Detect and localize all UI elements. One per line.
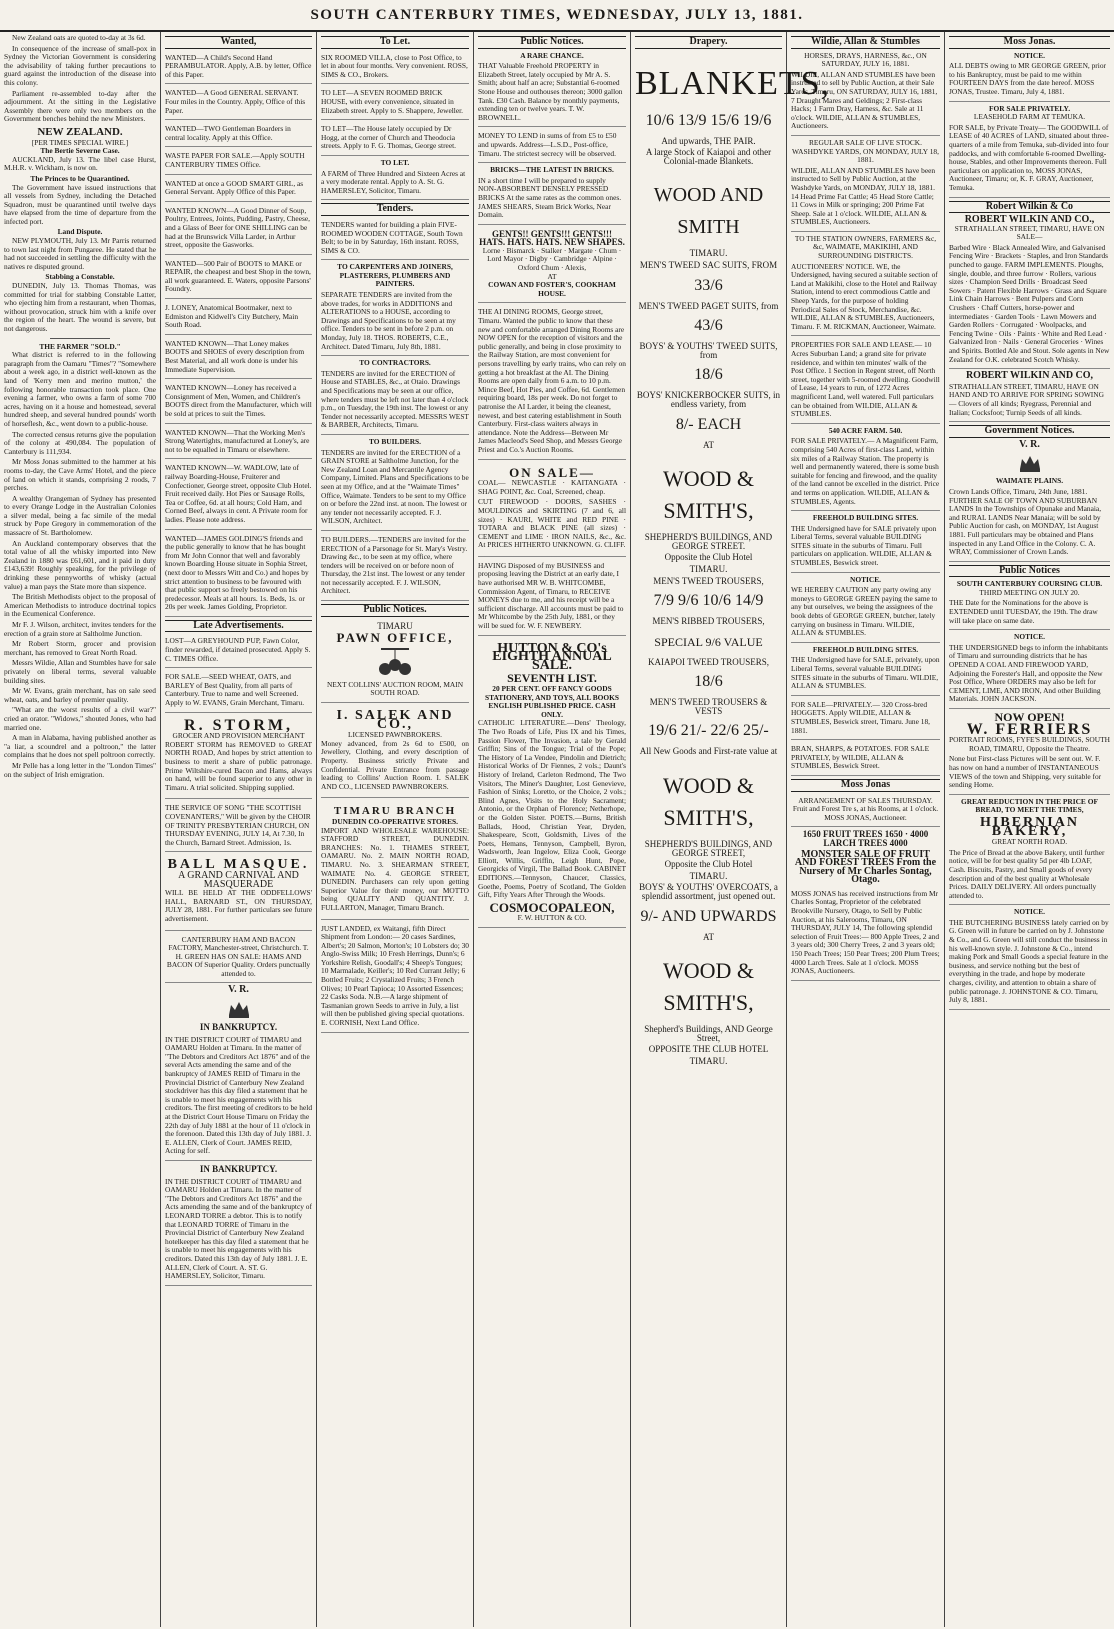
- notice-heading: TO LET.: [380, 157, 410, 167]
- notice-heading: SOUTH CANTERBURY COURSING CLUB.: [956, 579, 1103, 589]
- ad-subtitle: LICENSED PAWNBROKERS.: [348, 730, 442, 740]
- classified-ad: THE UNDERSIGNED begs to inform the inhabitants of Timaru and surrounding districts that he has OPENED A COAL AND FIREWOOD YARD, Adjoining the Forester's Hall, and opposite the New Post Office, Where ORDERS may also be left for CEMENT, LIME, AND IRON, And other Building Materials. JOHN JACKSON.: [949, 642, 1110, 709]
- store-name: WOOD AND SMITH: [653, 184, 764, 239]
- classified-ad: CANTERBURY HAM AND BACON FACTORY, Manchester-street, Christchurch. T. H. GREEN HAS ON SALE: HAMS AND BACON Of Superior Quality. Orders punctually attended to.: [165, 934, 312, 984]
- section-header: To Let.: [321, 36, 469, 49]
- store-name: WOOD & SMITH'S,: [662, 773, 755, 831]
- ad-line: And upwards, THE PAIR.: [661, 135, 756, 146]
- notice-subheading: STRATHALLAN STREET, TIMARU, HAVE ON SALE—: [954, 223, 1105, 242]
- notice-heading: GREAT REDUCTION IN THE PRICE OF BREAD, TO MEET THE TIMES,: [961, 796, 1098, 815]
- ad-line: Opposite the Club Hotel: [664, 552, 753, 563]
- notice-heading: TO CARPENTERS AND JOINERS, PLASTERERS, PLUMBERS AND PAINTERS.: [337, 262, 453, 289]
- classified-ad: WANTED at once a GOOD SMART GIRL, as General Servant. Apply Office of this Paper.: [165, 178, 312, 202]
- column-drapery: [631, 32, 831, 1627]
- ad-title: ON SALE—: [509, 464, 595, 480]
- news-paragraph: The corrected census returns give the population of the colony at 490,084. The population of Canterbury is 111,934.: [4, 429, 156, 456]
- notice-heading: FREEHOLD BUILDING SITES.: [812, 644, 919, 654]
- notice-heading: IN BANKRUPTCY.: [199, 1163, 278, 1174]
- ad-address: NEXT COLLINS' AUCTION ROOM, MAIN SOUTH ROAD.: [326, 679, 464, 698]
- news-paragraph: NEW PLYMOUTH, July 13. Mr Parris returned to town last night from Pungaree. He stated that he had not succeeded in settling the difficulty with the natives re disputed ground.: [4, 236, 156, 271]
- storm-ad: [165, 716, 312, 800]
- ad-shop: COSMOCOPALEON,: [489, 899, 615, 915]
- pawn-office-ad: [321, 620, 469, 703]
- column-public-notices: [474, 32, 631, 1627]
- classified-ad: THE SERVICE OF SONG "THE SCOTTISH COVENANTERS," Will be given by the CHOIR OF TRINITY PRESBYTERIAN CHURCH, ON THURSDAY EVENING, JULY 14, At 7.30, In the Church, Barnard Street. Admission, 1s.: [165, 802, 312, 852]
- ad-shop-sub: F. W. HUTTON & CO.: [517, 913, 587, 923]
- notice-heading: ROBERT WILKIN AND CO,: [965, 370, 1094, 382]
- classified-ad: WANTED KNOWN—That Loney makes BOOTS and SHOES of every description from Best Material, and all work done is under his Immediate Supervision.: [165, 338, 312, 379]
- news-paragraph: "What are the worst results of a civil war?" cried an orator. "Widows," shouted Jones, who had married one.: [4, 705, 156, 732]
- classified-ad: WANTED—A Child's Second Hand PERAMBULATOR. Apply, A.B. by letter, Office of this Paper.: [165, 52, 312, 85]
- notice-subheading: THIRD MEETING ON JULY 20.: [979, 587, 1080, 597]
- news-heading: Land Dispute.: [57, 227, 103, 237]
- classified-ad: PROPERTIES FOR SALE AND LEASE.— 10 Acres Suburban Land; a grand site for private residence, and within ten minutes' walk of the Post Office. 1 Section in Regent street, off North street, together with 5-roomed dwelling. Goodwill of Lease, 14 years to run, of 1272 Acres magnificent Land, well watered. Full particulars can be obtained from WILDIE, ALLAN & STUMBLES.: [791, 339, 940, 423]
- classified-ad: THE BUTCHERING BUSINESS lately carried on by G. Green will in future be carried on by J. Johnstone & Co., and G. Green will still conduct the business in his well-known style. J. Johnstone & Co., intend making Pork and Small Goods a special feature in the business, and service nothing but the best of everything in the trade, and hope by moderate charges, civility, and attention to obtain a share of public patronage. J. JOHNSTONE & CO. Timaru, July 8, 1881.: [949, 917, 1110, 1010]
- ad-line: All New Goods and First-rate value at: [639, 746, 778, 757]
- classified-ad: WANTED—A Good GENERAL SERVANT. Four miles in the Country. Apply, Office of this Paper.: [165, 87, 312, 120]
- classified-ad: J. LONEY, Anatomical Bootmaker, next to Edmiston and Kidwell's City Butchery, Main South Road.: [165, 302, 312, 335]
- divider: [50, 338, 111, 339]
- vr-mark: V. R.: [228, 984, 249, 996]
- price: 9/- AND UPWARDS: [640, 907, 777, 925]
- section-header: Moss Jonas.: [949, 36, 1110, 49]
- classified-ad: FOR SALE PRIVATELY.— A Magnificent Farm, comprising 540 Acres of first-class Land, within six miles of a Railway Station. The property is well and permanently watered, there is some bush suitable for fencing and firewood, and the quality of the land cannot be excelled in the district. Price and terms on application. WILDIE, ALLAN & STUMBLES, Agents.: [791, 435, 940, 511]
- notice-heading: NOTICE.: [1013, 907, 1045, 917]
- ad-line: MEN'S TWEED PAGET SUITS, from: [638, 300, 779, 311]
- ad-line: MEN'S TWEED TROUSERS & VESTS: [649, 697, 768, 716]
- notice-heading: REGULAR SALE OF LIVE STOCK. WASHDYKE YARDS, ON MONDAY, JULY 18, 1881.: [792, 137, 939, 165]
- news-paragraph: The British Methodists object to the proposal of American Methodists to introduce doctrinal topics in the Ecumenical Conference.: [4, 592, 156, 619]
- column-auctioneers: [787, 32, 945, 1627]
- coal-timber-ad: [478, 463, 626, 557]
- classified-ad: THE Undersigned have for SALE privately upon Liberal Terms, several valuable BUILDING SITES situate in the suburbs of Timaru. Full particulars on application. WILDIE, ALLAN & STUMBLES, Beswick street.: [791, 523, 940, 573]
- notice-heading: TO BUILDERS.: [368, 436, 422, 446]
- ad-title: NOW OPEN!: [994, 710, 1065, 724]
- store-name: WOOD & SMITH'S,: [662, 958, 755, 1016]
- section-header: Late Advertisements.: [165, 620, 312, 633]
- ad-line: SHEPHERD'S BUILDINGS, AND GEORGE STREET.: [644, 532, 773, 551]
- ad-body: Money advanced, from 2s 6d to £500, on Jewellery, Clothing, and every description of Property. Business strictly Private and Confidential. Private Entrance from passage leading to Collins' Auction Room. I. SALEK AND CO., LICENSED PAWNBROKERS.: [321, 738, 469, 791]
- section-header: Moss Jonas: [791, 779, 940, 792]
- news-paragraph: DUNEDIN, July 13. Thomas Thomas, was committed for trial for stabbing Constable Latter, who ejecting him from a restaurant, when Thomas, without provocation, struck him with a knife over the region of the heart. The wound is severe, but not dangerous.: [4, 281, 156, 333]
- tree-counts: 1650 FRUIT TREES 1650 · 4000 LARCH TREES 4000: [802, 829, 929, 848]
- price: 7/9 9/6 10/6 14/9: [653, 592, 764, 610]
- notice-heading: NOTICE.: [849, 574, 881, 584]
- classified-ad: MONEY TO LEND in sums of from £5 to £50 and upwards. Address—L.S.D., Post-office, Timaru. The strictest secrecy will be observed.: [478, 130, 626, 163]
- notice-heading: TO CONTRACTORS.: [359, 358, 431, 368]
- section-header: Wildie, Allan & Stumbles: [791, 36, 940, 49]
- masthead: SOUTH CANTERBURY TIMES, WEDNESDAY, JULY 13, 1881.: [0, 0, 1114, 32]
- classified-ad: WASTE PAPER FOR SALE.—Apply SOUTH CANTERBURY TIMES Office.: [165, 150, 312, 174]
- blankets-title: BLANKETS,: [635, 64, 831, 102]
- blanket-prices: 10/6 13/9 15/6 19/6: [645, 111, 772, 129]
- news-heading: The Princes to be Quarantined.: [30, 173, 130, 183]
- ad-line: SHEPHERD'S BUILDINGS, AND GEORGE STREET,: [644, 839, 773, 858]
- ad-kicker: TIMARU: [377, 620, 413, 631]
- store-town: TIMARU.: [689, 870, 728, 881]
- ad-title: HIBERNIAN BAKERY,: [980, 814, 1079, 839]
- price: 33/6: [694, 276, 723, 294]
- classified-ad: ALL DEBTS owing to MR GEORGE GREEN, prior to his Bankruptcy, must be paid to me within FOURTEEN DAYS from the date hereof. MOSS JONAS, Trustee. Timaru, July 4, 1881.: [949, 60, 1110, 101]
- notice-heading: WAIMATE PLAINS.: [995, 476, 1064, 486]
- classified-ad: WANTED—500 Pair of BOOTS to MAKE or REPAIR, the cheapest and best Shop in the town, all work guaranteed. E. Waters, opposite Parsons' Foundry.: [165, 258, 312, 299]
- price: 19/6 21/- 22/6 25/-: [648, 722, 769, 740]
- news-paragraph: Mr Moss Jonas submitted to the hammer at his rooms to-day, the Cave Arms' Hotel, and the piece of land on which it stands, comprising 2 roods, 7 perches.: [4, 457, 156, 493]
- news-paragraph: Mr Pelle has a long letter in the "London Times" on the subject of Irish emigration.: [4, 760, 156, 779]
- cooperative-stores-ad: [321, 801, 469, 919]
- store-town: TIMARU.: [689, 563, 728, 574]
- classified-ad: IN THE DISTRICT COURT of TIMARU and OAMARU Holden at Timaru. In the matter of "The Debtors and Creditors Act 1876" and of the several Acts amending the same and of the bankruptcy of JAMES REID of Timaru in the Provincial District of Canterbury New Zealand stockdriver has this day filed a statement that he is unable to meet his engagements with his creditors. The first meeting of creditors to be held at the District Court House Timaru on Friday the 22th day of July 1881 at the hour of 11 o'clock in the forenoon. Dated this 13th day of July 1881. J. E. ALLEN, Clerk of Court. JAMES REID, Acting for self.: [165, 1034, 312, 1161]
- notice-heading: NOTICE.: [1013, 50, 1045, 60]
- notice-heading: A RARE CHANCE.: [520, 50, 584, 60]
- ad-line: A large Stock of Kaiapoi and other Colonial-made Blankets.: [645, 147, 772, 166]
- notice-heading: NOTICE.: [1013, 632, 1045, 642]
- ad-line: MEN'S TWEED SAC SUITS, FROM: [639, 259, 778, 270]
- column-moss-jonas-government: [945, 32, 1114, 1627]
- classified-ad: WANTED KNOWN—W. WADLOW, late of railway Boarding-House, Fruiterer and Confectioner, George street, opposite Club Hotel. Fruit received daily. Hot Pies or Sausage Rolls, Tea or Coffee, 6d. at all hours; Cold Ham, and Corned Beef, always in cent. A Private room for ladies. Please note address.: [165, 462, 312, 529]
- news-paragraph: A man in Alabama, having published another as "a liar, a scoundrel and a poltroon," the latter complains that he does not spell poltroon correctly.: [4, 733, 156, 760]
- ad-line: OPPOSITE THE CLUB HOTEL: [648, 1044, 769, 1055]
- news-paragraph: An Auckland contemporary observes that the total value of all the whisky imported into New Zealand in 1880 was £61,601, and it paid in duty £143,639! Roughly speaking, for the privilege of drinking these pennyworths of whisky (actual value) a man pays the State more than sixpence.: [4, 538, 156, 591]
- classified-ad: The Price of Bread at the above Bakery, until further notice, will be for best quality 5d per 4lb LOAF, Cash. Biscuits, Pastry, and Small goods of every description and of the best quality at Wholesale Prices. DAILY DELIVERY. All orders punctually attended to.: [949, 847, 1110, 906]
- ad-subtitle: DUNEDIN CO-OPERATIVE STORES.: [331, 816, 458, 826]
- store-town: TIMARU.: [689, 248, 728, 259]
- classified-ad: LOST—A GREYHOUND PUP, Fawn Color, finder rewarded, if detained prosecuted. Apply S. C. TIMES Office.: [165, 635, 312, 668]
- ad-subtitle: A GRAND CARNIVAL AND MASQUERADE: [178, 869, 299, 890]
- classified-ad: SEPARATE TENDERS are invited from the above trades, for works in ADDITIONS and ALTERATIONS to a HOUSE, according to Drawings and Specifications to be seen at my office. Tenders to be sent in before 2 p.m. on Monday, July 18. THOS. ROBERTS, C.E., Architect. Dated Timaru, July 8th, 1881.: [321, 289, 469, 356]
- notice-heading: HORSES, DRAYS, HARNESS, &c., ON SATURDAY, JULY 16, 1881.: [804, 50, 927, 69]
- ad-line: Shepherd's Buildings, AND George Street,: [644, 1024, 773, 1043]
- classified-ad: WANTED KNOWN—A Good Dinner of Soup, Poultry, Entrees, Joints, Pudding, Pastry, Cheese, and a Glass of Beer for ONE SHILLING can be had at the Brunswick Villa Larder, in Arthur street, opposite the Gasworks.: [165, 205, 312, 255]
- ad-discount: 20 PER CENT. OFF FANCY GOODS STATIONERY, AND TOYS, ALL BOOKS ENGLISH PUBLISHED PRICE. CASH ONLY.: [484, 684, 620, 719]
- section-heading: NEW ZEALAND.: [37, 125, 123, 138]
- classified-ad: WANTED KNOWN—That the Working Men's Strong Watertights, manufactured at Loney's, are not to be equalled in Timaru or elsewhere.: [165, 427, 312, 460]
- hats-ad: [478, 228, 626, 304]
- classified-ad: WANTED—JAMES GOLDING'S friends and the public generally to know that he has bought from Mr John Connor that well and favorably known Boarding House situate in Sophia Street, (next door to Messrs Witt and Co.) and hopes by strict attention to business to be favoured with that public support so freely bestowed on his predecessor. Meals at all hours. 1s. Beds, 1s. or 20s per week. James Golding, Proprietor.: [165, 533, 312, 617]
- classified-ad: MOSS JONAS has received instructions from Mr Charles Sontag, Proprietor of the celebrated Brookville Nursery, Otago, to Sell by Public Auction, at his Salerooms, Timaru, ON THURSDAY, JULY 14, The following splendid selection of Fruit Trees:— 800 Apple Trees, 2 and 3 years old; 300 Cherry Trees, 2 and 3 years old; 150 Peach Trees; 150 Pear Trees; 200 Plum Trees; 4000 Larch Trees. Sale at 1 o'clock. MOSS JONAS, Auctioneers.: [791, 888, 940, 981]
- news-paragraph: Mr Robert Storm, grocer and provision merchant, has removed to Great North Road.: [4, 639, 156, 657]
- ad-body: WILL BE HELD AT THE ODDFELLOWS' HALL, BARNARD ST., ON THURSDAY, JULY 28, 1881. For further particulars see future advertisement.: [165, 888, 312, 923]
- ad-title: TIMARU BRANCH: [333, 805, 457, 818]
- ad-line: BOYS' & YOUTHS' OVERCOATS, a splendid assortment, just opened out.: [639, 882, 778, 902]
- column-to-let: [317, 32, 474, 1627]
- price: 43/6: [694, 317, 723, 335]
- pawn-balls-icon: [377, 647, 413, 677]
- wire-label: [PER TIMES SPECIAL WIRE.]: [31, 137, 129, 147]
- store-town: TIMARU.: [689, 1056, 728, 1066]
- ad-title: GENTS!! GENTS!!! GENTS!!! HATS. HATS. HATS. NEW SHAPES.: [479, 228, 625, 248]
- hat-styles-list: Lorne · Bismarck · Stalker · Margate · Chum · Lord Mayor · Digby · Cambridge · Alpine · Oxford Chum · Alexis,: [482, 245, 622, 273]
- ad-line: AT: [703, 931, 714, 942]
- ad-title: BALL MASQUE.: [167, 857, 310, 873]
- news-paragraph: In consequence of the increase of small-pox in Sydney the Victorian Government is considering the advisability of taking further precautions to guard against the introduction of the disease into this colony.: [4, 43, 156, 87]
- price: 8/- EACH: [675, 415, 742, 433]
- classified-ad: WILDIE, ALLAN AND STUMBLES have been instructed to Sell by Public Auction, at the Washdyke Yards, on MONDAY, JULY 18, 1881. 14 Head Prime Fat Cattle; 45 Head Store Cattle; 11 Cows in Milk or springing; 200 Prime Fat Sheep. Sale at 1 o'clock. WILDIE, ALLAN & STUMBLES, Auctioneers.: [791, 165, 940, 232]
- classified-ad: Crown Lands Office, Timaru, 24th June, 1881. FURTHER SALE OF TOWN AND SUBURBAN LANDS In the Townships of Opunake and Manaia, and RURAL LANDS Near Manaia; will be sold by Public Auction for cash, on MONDAY, 1st August 1881. Full particulars may be obtained and Plans inspected in any Land Office in the Colony. C. A. WRAY, Commissioner of Crown Lands.: [949, 486, 1110, 562]
- ad-body: CUT FIREWOOD · DOORS, SASHES · MOULDINGS and SKIRTING (7 and 6, all sizes) · KAURI, WHITE and RED PINE · TOTARA and BLACK PINE (all sizes) · CEMENT and LIME · IRON NAILS, &c., &c. At PRICES HITHERTO UNKNOWN. G. CLIFF.: [478, 497, 626, 550]
- ad-subtitle: SEVENTH LIST.: [507, 671, 597, 686]
- crown-crest-icon: [1017, 453, 1043, 473]
- news-paragraph: Messrs Wildie, Allan and Stumbles have for sale privately on liberal terms, several valuable building sites.: [4, 658, 156, 685]
- classified-ad: JUST LANDED, ex Waitangi, fifth Direct Shipment from London:— 20 cases Sardines, Albert's; 20 Salmon, Morton's; 10 Lobsters do; 30 Anglo-Swiss Milk; 10 Fresh Herrings, Dunn's; 6 Yorkshire Relish, Goodall's; 4 Sheep's Tongues; 10 Marmalade, Keiller's; 10 Red Currant Jelly; 6 Bottled Fruits; 2 Crystalized Fruits; 3 French Olives; 10 Pearl Tapioca; 10 Assorted Essences; 22 Casks Soda. N.B.—A large shipment of Tasmanian grown Seeds to arrive in July, a list will then be published giving special quotations. E. CORNISH, Next Land Office.: [321, 923, 469, 1033]
- ad-body: IMPORT AND WHOLESALE WAREHOUSE: STAFFORD STREET, DUNEDIN. BRANCHES: No. 1. THAMES STREET, OAMARU. No. 2. MAIN NORTH ROAD, TIMARU. No. 3. SHEARMAN STREET, WAIMATE No. 4. GEORGE STREET, DUNEDIN. Purchasers can rely upon getting Superior Value for their money, our MOTTO being QUALITY AND QUANTITY. J. FULLARTON, Manager, Timaru Branch.: [321, 825, 469, 912]
- news-paragraph: Mr F. J. Wilson, architect, invites tenders for the erection of a grain store at Saltholme Junction.: [4, 620, 156, 638]
- column-news: [0, 32, 161, 1627]
- ad-at: AT: [547, 271, 557, 281]
- notice-subheading: LEASEHOLD FARM AT TEMUKA.: [973, 112, 1086, 122]
- classified-ad: AUCTIONEERS' NOTICE. WE, the Undersigned, having secured a suitable section of Land at Makikihi, close to the Hotel and Railway Station, intend to erect commodious Cattle and Sheep Yards, for the purpose of holding Periodical Sales of Stock, Merchandise, &c. WILDIE, ALLAN & STUMBLES, Auctioneers, Timaru. F. M. RICKMAN, Auctioneer, Waimate.: [791, 261, 940, 337]
- ad-title: HUTTON & CO's EIGHTH ANNUAL SALE.: [492, 640, 612, 673]
- ad-line: BOYS' KNICKERBOCKER SUITS, in endless variety, from: [636, 390, 781, 409]
- section-header: Robert Wilkin & Co: [949, 201, 1110, 214]
- news-paragraph: New Zealand oats are quoted to-day at 3s 6d.: [12, 33, 146, 42]
- store-name: WOOD & SMITH'S,: [662, 466, 755, 524]
- classified-ad: HAVING Disposed of my BUSINESS and proposing leaving the District at an early date, I have authorised MR W. B. WHITCOMBE, Commission Agent, of Timaru, to RECEIVE MONEYS due to me, and his receipt will be a sufficient discharge. All accounts must be paid to Mr Whitcombe by the 25th July, 1881, or they will be sued for. W. F. NEWBERY.: [478, 560, 626, 636]
- ad-line: BOYS' & YOUTHS' TWEED SUITS, from: [639, 341, 778, 360]
- notice-heading: 540 ACRE FARM. 540.: [828, 425, 903, 435]
- ball-ad: [165, 855, 312, 930]
- classified-ad: IN a short time I will be prepared to supply NON-ABSORBENT DENSELY PRESSED BRICKS At the same rates as the common ones. JAMES SHEARS, Steam Brick Works, Near Domain.: [478, 175, 626, 225]
- notice-heading: FREEHOLD BUILDING SITES.: [812, 513, 919, 523]
- classified-ad: THAT Valuable Freehold PROPERTY in Elizabeth Street, lately occupied by Mr A. S. Smith; about half an acre; Substantial 6-roomed Stone House and outhouses thereon; 3000 gallon Tank. £30 Cash. Balance by monthly payments, extending ten or twelve years. T. W. BROWNELL.: [478, 60, 626, 127]
- crown-crest-icon: [226, 999, 252, 1019]
- price: SPECIAL 9/6 VALUE: [654, 634, 763, 649]
- notice-heading: MONSTER SALE OF FRUIT AND FOREST TREES From the Nursery of Mr Charles Sontag, Otago.: [794, 848, 937, 886]
- ad-body: COAL— NEWCASTLE · KAITANGATA · SHAG POINT, &c. Coal, Screened, cheap.: [478, 478, 626, 496]
- news-paragraph: Parliament re-assembled to-day after the adjournment. At the sitting in the Legislative Assembly there were only two members on the Government benches behind the new Ministers.: [4, 88, 156, 124]
- ad-body: CATHOLIC LITERATURE.—Dens' Theology, The Two Roads of Life, Pius IX and his Times, Passion Flower, The Invasion, a tale by Gerald Griffin; Sins of the Tongue; Trial of the Pope; The History of La Vendee, Pindolin and Dietrich; Historical Works of Dr Fiennes, 2 vols.; Daunt's History of Ireland, Carleton Redmond, The Two Visitors, The Miner's Daughter, Lost Genevieve, Fashion of Sinks; Loretto, or the Choice, 2 vols.; Blind Agnes, Visits to the Holy Sacrament; Antonio, or the Orphan of Florence; Netherhope, or the Golden Sister. POETS.—Burns, British Ballads, Hood, Christian Year, Dryden, Shakespeare, Scott, Goldsmith, Lives of the Poets, Hemans, Tennyson, Campbell, Byron, Wadsworth, Jean Ingelow, Eliza Cook, George Elliott, Willis, Griffin, Leigh Hunt, Pope, Georgicks of Virgil, The Ballad Book. CABINET EDITIONS.—Tennyson, Chaucer, Classics, Goethe, Poems, Poetry of Scotland, The Golden Gift, Fifty Years After Through the Woods.: [478, 718, 626, 900]
- notice-heading: IN BANKRUPTCY.: [199, 1022, 278, 1033]
- classified-ad: Barbed Wire · Black Annealed Wire, and Galvanised Fencing Wire · Brackets · Staples, and Iron Standards punched to gauge. FARM IMPLEMENTS. Ploughs, single, double, and three furrow · Rollers, various sizes · Champion Seed Drills · Broadcast Seed Sowers · Patent Flexible Harrows · Grass and Square Link Chain Harrows · Bent Pulpers and Corn Crushers · Chaff Cutters, horse-power and intermediates · Garden Tools · Lawn Mowers and Garden Rollers · Corrugated · Woolpacks, and Fencing Twine · Oils · Paints · White and Red Lead · Galvanized Iron · Nails · General Groceries · Wines and Spirits. Bottled Ale and Stout. Sole agents in New Zealand for O.K. celebrated Scotch Whisky.: [949, 242, 1110, 369]
- classified-ad: IN THE DISTRICT COURT of TIMARU and OAMARU Holden at Timaru. In the matter of "The Debtors and Creditors Act 1876" and the Acts amending the same and of the bankruptcy of LEONARD TORRE a debtor. This is to notify that LEONARD TORRE of Timaru in the Provincial District of Canterbury New Zealand hotelkeeper has this day filed a statement that he is unable to meet his engagements with his creditors. Dated this 13th day of July 1881. J. E. ALLEN, Clerk of Court. A. ST. G. HAMERSLEY, Solicitor, Timaru.: [165, 1176, 312, 1286]
- ad-title: R. STORM,: [184, 716, 293, 734]
- classified-ad: TENDERS wanted for building a plain FIVE-ROOMED WOODEN COTTAGE, South Town Belt; to be in by Saturday, 16th instant. ROSS, SIMS & CO.: [321, 219, 469, 260]
- classified-ad: TO BUILDERS.—TENDERS are invited for the ERECTION of a Parsonage for St. Mary's Vestry. Drawing &c., to be seen at my office, where tenders will be received on or before noon of Thursday, the 21st inst. The lowest or any tender not necessarily accepted. F. J. WILSON, Architect.: [321, 534, 469, 601]
- classified-ad: THE Undersigned have for SALE, privately, upon Liberal Terms, several valuable BUILDING SITES situate in the suburbs of Timaru. WILDIE, ALLAN & STUMBLES.: [791, 654, 940, 695]
- section-header: Public Notices.: [321, 604, 469, 617]
- section-header: Public Notices: [949, 565, 1110, 578]
- ad-line: MEN'S RIBBED TROUSERS,: [652, 616, 765, 627]
- ad-subtitle: GREAT NORTH ROAD.: [991, 837, 1068, 847]
- ad-line: KAIAPOI TWEED TROUSERS,: [648, 656, 769, 667]
- ad-subtitle: GROCER AND PROVISION MERCHANT: [172, 731, 305, 741]
- hutton-sale-ad: [478, 639, 626, 928]
- news-paragraph: The Government have issued instructions that all vessels from Sydney, including the Detached Squadron, must be quarantined until twelve days have elapsed from the time of departure from the infected port.: [4, 182, 156, 226]
- classified-ad: THE AI DINING ROOMS, George street, Timaru. Wanted the public to know that these new and comfortable arranged Dining Rooms are NOW OPEN for the reception of visitors and the public generally, and being in close proximity to the Railway Station, are most convenient for persons travelling by early trains, who can rely on getting a hot breakfast at the AI. The Dining Rooms are open daily from 6 a.m. to 10 p.m. Mince Beef, Hot Pies, and Coffee, 6d. Gentlemen requiring board, 18s per week. Do not forget to patronise the AI Larder, it being the cleanest, newest, and best catering establishment in South Canterbury. First-class waiters always in attendance. Note the Address—Between Mr James Macleod's Seed Shop, and Messrs George Priest and Co.'s Auction Rooms.: [478, 306, 626, 459]
- ad-title: I. SALEK AND CO.,: [336, 708, 454, 732]
- ad-title: W. FERRIERS: [966, 720, 1093, 738]
- ad-subtitle: PORTRAIT ROOMS, FYFE'S BUILDINGS, SOUTH ROAD, TIMARU, Opposite the Theatre.: [949, 735, 1110, 753]
- section-header: Wanted,: [165, 36, 312, 49]
- ad-title: PAWN OFFICE,: [336, 630, 454, 646]
- news-paragraph: Mr W. Evans, grain merchant, has on sale seed wheat, oats, and barley of premier quality.: [4, 686, 156, 704]
- classified-ad: None but First-class Pictures will be sent out. W. F. has now on hand a number of INSTANTANEOUS VIEWS of the town and Shipping, very suitable for sending Home.: [949, 753, 1110, 794]
- section-header: Government Notices.: [949, 425, 1110, 438]
- notice-heading: ROBERT WILKIN AND CO.,: [964, 214, 1095, 226]
- ad-line: AT: [703, 439, 714, 450]
- vr-mark: V. R.: [1019, 438, 1040, 450]
- ad-line: MEN'S TWEED TROUSERS,: [653, 575, 764, 586]
- classified-ad: TENDERS are invited for the ERECTION of a GRAIN STORE at Saltholme Junction, for the New Zealand Loan and Mercantile Agency Company, Limited. Plans and Specifications to be seen at my Office, and at the "Waimate Times" Office, Waimate. Tenders to be sent to my Office on or before the 22nd inst. at noon. The lowest or any tender not necessarily accepted. F. J. WILSON, Architect.: [321, 447, 469, 531]
- classified-ad: ARRANGEMENT OF SALES THURSDAY. Fruit and Forest Tre s, at his Rooms, at 1 o'clock. MOSS JONAS, Auctioneer.: [791, 795, 940, 828]
- news-paragraph: AUCKLAND, July 13. The libel case Hurst, M.H.R. v. Wickham, is now on.: [4, 154, 156, 173]
- classified-ad: WE HEREBY CAUTION any party owing any moneys to GEORGE GREEN paying the same to any but ourselves, we being the assignees of the book debts of GEORGE GREEN, butcher, lately carrying on business in Timaru. WILDIE, ALLAN & STUMBLES.: [791, 584, 940, 643]
- section-header: Drapery.: [635, 36, 782, 49]
- salek-ad: [321, 706, 469, 798]
- classified-ad: TO LET—A SEVEN ROOMED BRICK HOUSE, with every convenience, situated in Elizabeth street. Apply to S. Shappere, Jeweller.: [321, 87, 469, 120]
- classified-ad: SIX ROOMED VILLA, close to Post Office, to let in about four months. Very convenient. ROSS, SIMS & CO., Brokers.: [321, 52, 469, 85]
- news-heading: The Bertie Severne Case.: [40, 146, 120, 156]
- news-paragraph: A wealthy Orangeman of Sydney has presented to every Orange Lodge in the Australian Colonies a silver medal, being a fac simile of the medal struck by Pope Gregory in commemoration of the massacre of St. Bartholomew.: [4, 493, 156, 538]
- news-heading: Stabbing a Constable.: [45, 272, 115, 282]
- classified-ad: THE Date for the Nominations for the above is EXTENDED until TUESDAY, the 19th. The draw will take place on same date.: [949, 597, 1110, 630]
- ad-body: ROBERT STORM has REMOVED to GREAT NORTH ROAD, And hopes by strict attention to business to merit a share of public patronage. Prime Wiltshire-cured Bacon and Hams, always on hand, will be found superior to any other in Timaru. A trial solicited. Shipping supplied.: [165, 739, 312, 792]
- news-heading: THE FARMER "SOLD.": [39, 341, 121, 351]
- column-wanted: [161, 32, 317, 1627]
- news-paragraph: What district is referred to in the following paragraph from the Oamaru "Times"? "Somewhere about a week ago, in a district well-known as the land of 'Kerry men and merino mutton,' the following honorable transaction took place. One evening a farmer, who owns a farm of some 700 acres, having on it a house and homestead, several hundred sheep, and several hundred pounds' worth of horseflesh, &c., went down to a public-house.: [4, 350, 156, 428]
- classified-ad: STRATHALLAN STREET, TIMARU, HAVE ON HAND AND TO ARRIVE FOR SPRING SOWING— Clovers of all kinds; Ryegrass, Perennial and Italian; Cocksfoot; Turnip Seeds of all kinds.: [949, 381, 1110, 422]
- price: 18/6: [694, 673, 723, 691]
- section-header: Tenders.: [321, 203, 469, 216]
- notice-heading: FOR SALE PRIVATELY.: [988, 103, 1071, 113]
- classified-ad: FOR SALE.—SEED WHEAT, OATS, and BARLEY of Best Quality, from all parts of Canterbury. True to name and well Screened. Apply to W. EVANS, Grain Merchant, Timaru.: [165, 671, 312, 712]
- price: 18/6: [694, 366, 723, 384]
- classified-ad: WANTED—TWO Gentleman Boarders in central locality. Apply at this Office.: [165, 123, 312, 147]
- ad-line: Opposite the Club Hotel: [664, 859, 753, 870]
- classified-ad: FOR SALE, by Private Treaty— The GOODWILL of LEASE of 40 ACRES of LAND, situated about three-quarters of a mile from Temuka, sub-divided into four paddocks, and with comfortable 6-roomed Dwelling-house, Stables, and other Improvements thereon. Full particulars on application to, MOSS JONAS, Auctioneer, Timaru; or, K. F. GRAY, Auctioneer, Temuka.: [949, 122, 1110, 198]
- classified-ad: TO LET—The House lately occupied by Dr Hogg, at the corner of Church and Theodocia streets. Apply to F. G. Thomas, George street.: [321, 123, 469, 156]
- classified-ad: WANTED KNOWN—Loney has received a Consignment of Men, Women, and Children's BOOTS direct from the Manufacturer, which will be sold at prices to suit the Times.: [165, 382, 312, 423]
- ad-shop: COWAN AND FOSTER'S, COOKHAM HOUSE.: [488, 280, 616, 298]
- classified-ad: BRAN, SHARPS, & POTATOES. FOR SALE PRIVATELY, by WILDIE, ALLAN & STUMBLES, Beswick Street.: [791, 743, 940, 776]
- classified-ad: A FARM of Three Hundred and Sixteen Acres at a very moderate rental. Apply to A. St. G. HAMERSLEY, Solicitor, Timaru.: [321, 168, 469, 201]
- classified-ad: TENDERS are invited for the ERECTION of House and STABLES, &c., at Otaio. Drawings and Specifications may be seen at our office, where tenders must be left not later than 4 o'clock p.m., on Tuesday, the 19th inst. The lowest or any Tender not necessarily accepted. MESSRS WEST & BARBER, Architects, Timaru.: [321, 368, 469, 435]
- classified-ad: FOR SALE—PRIVATELY.— 320 Cross-bred HOGGETS. Apply WILDIE, ALLAN & STUMBLES, Beswick street, Timaru. June 18, 1881.: [791, 699, 940, 740]
- classified-ad: WILDIE, ALLAN AND STUMBLES have been instructed to sell by Public Auction, at their Sale Yards, Timaru, ON SATURDAY, JULY 16, 1881, 7 Draught Mares and Geldings; 2 First-class Hacks; 1 Farm Dray, Harness, &c. Sale at 11 o'clock. WILDIE, ALLAN & STUMBLES, Auctioneers.: [791, 69, 940, 136]
- notice-heading: BRICKS—THE LATEST IN BRICKS.: [490, 165, 614, 175]
- notice-heading: TO THE STATION OWNERS, FARMERS &c, &c, WAIMATE, MAKIKIHI, AND SURROUNDING DISTRICTS.: [794, 233, 937, 261]
- section-header: Public Notices.: [478, 36, 626, 49]
